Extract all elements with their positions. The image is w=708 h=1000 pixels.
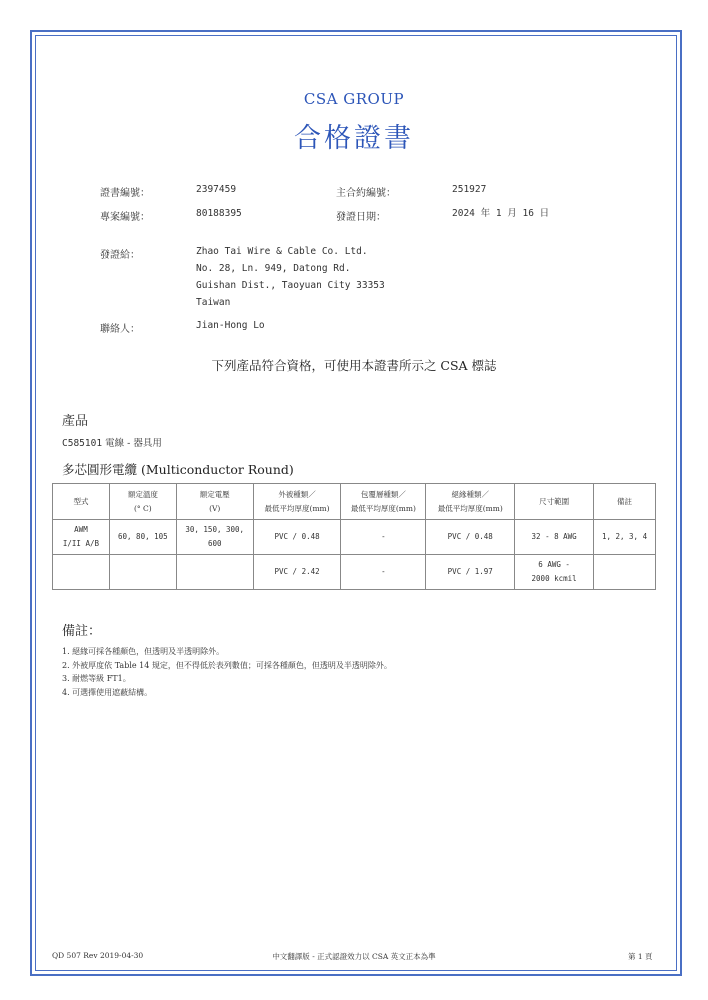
table-header-row [53, 484, 656, 520]
cell-voltage: 30, 150, 300, 600 [176, 520, 253, 555]
cell-covering: - [341, 555, 426, 590]
address-line: Taiwan [196, 297, 231, 308]
cell-insulation: PVC / 1.97 [426, 555, 515, 590]
cell-covering: - [341, 520, 426, 555]
product-class-code: C585101 [62, 438, 103, 449]
header-rated-voltage: 額定電壓 (V) [176, 484, 253, 520]
header-type: 型式 [53, 484, 110, 520]
issued-to-address [196, 243, 385, 311]
issued-to-label: 發證給： [100, 250, 140, 261]
master-contract-value: 251927 [452, 184, 487, 195]
project-no-label: 專案編號： [100, 212, 150, 223]
cell-voltage [176, 555, 253, 590]
cell-size: 32 - 8 AWG [515, 520, 594, 555]
notes-list [62, 645, 392, 699]
address-line: Guishan Dist., Taoyuan City 33353 [196, 280, 385, 291]
header-remarks: 備註 [594, 484, 656, 520]
cell-temp: 60, 80, 105 [109, 520, 176, 555]
note-item: 2. 外被厚度依 Table 14 規定，但不得低於表列數值；可採各種顏色，但透明及半透明除外。 [62, 660, 392, 670]
note-item: 4. 可選擇使用遮蔽結構。 [62, 687, 153, 697]
address-line: Zhao Tai Wire & Cable Co. Ltd. [196, 246, 368, 257]
footer-translation-note: 中文翻譯版 - 正式認證效力以 CSA 英文正本為準 [272, 952, 436, 961]
product-spec-table [52, 483, 656, 590]
cell-remarks: 1, 2, 3, 4 [594, 520, 656, 555]
header-rated-temp: 額定溫度 (° C) [109, 484, 176, 520]
contact-label: 聯絡人： [100, 324, 140, 335]
cell-type: AWM I/II A/B [53, 520, 110, 555]
footer-form-code: QD 507 Rev 2019-04-30 [52, 951, 144, 960]
cell-size: 6 AWG - 2000 kcmil [515, 555, 594, 590]
cell-jacket: PVC / 2.42 [253, 555, 341, 590]
products-heading: 產品 [62, 414, 89, 429]
product-class [62, 435, 162, 449]
project-no-value: 80188395 [196, 208, 242, 219]
header-covering: 包覆層種類／ 最低平均厚度(mm) [341, 484, 426, 520]
product-subheading: 多芯圓形電纜 (Multiconductor Round) [62, 462, 294, 477]
cert-no-value: 2397459 [196, 184, 237, 195]
cell-jacket: PVC / 0.48 [253, 520, 341, 555]
header-insulation: 絕緣種類／ 最低平均厚度(mm) [426, 484, 515, 520]
organization-name: CSA GROUP [303, 90, 405, 108]
table-row [53, 520, 656, 555]
certification-statement: 下列產品符合資格，可使用本證書所示之 CSA 標誌 [211, 358, 497, 373]
header-jacket: 外被種類／ 最低平均厚度(mm) [253, 484, 341, 520]
cell-temp [109, 555, 176, 590]
table-row [53, 555, 656, 590]
document-title: 合格證書 [294, 123, 414, 154]
note-item: 1. 絕緣可採各種顏色，但透明及半透明除外。 [62, 647, 225, 656]
contact-value: Jian-Hong Lo [196, 320, 265, 331]
address-line: No. 28, Ln. 949, Datong Rd. [196, 263, 351, 274]
notes-heading: 備註： [62, 624, 102, 639]
footer-page-number: 第 1 頁 [628, 952, 653, 961]
issue-date-value: 2024 年 1 月 16 日 [452, 208, 550, 219]
header-size-range: 尺寸範圍 [515, 484, 594, 520]
cell-insulation: PVC / 0.48 [426, 520, 515, 555]
cert-no-label: 證書編號： [100, 188, 150, 199]
cell-remarks [594, 555, 656, 590]
product-class-text: 電線 - 器具用 [105, 438, 162, 449]
cell-type [53, 555, 110, 590]
master-contract-label: 主合約編號： [336, 188, 396, 199]
issue-date-label: 發證日期： [336, 212, 386, 223]
note-item: 3. 耐燃等級 FT1。 [62, 674, 131, 683]
